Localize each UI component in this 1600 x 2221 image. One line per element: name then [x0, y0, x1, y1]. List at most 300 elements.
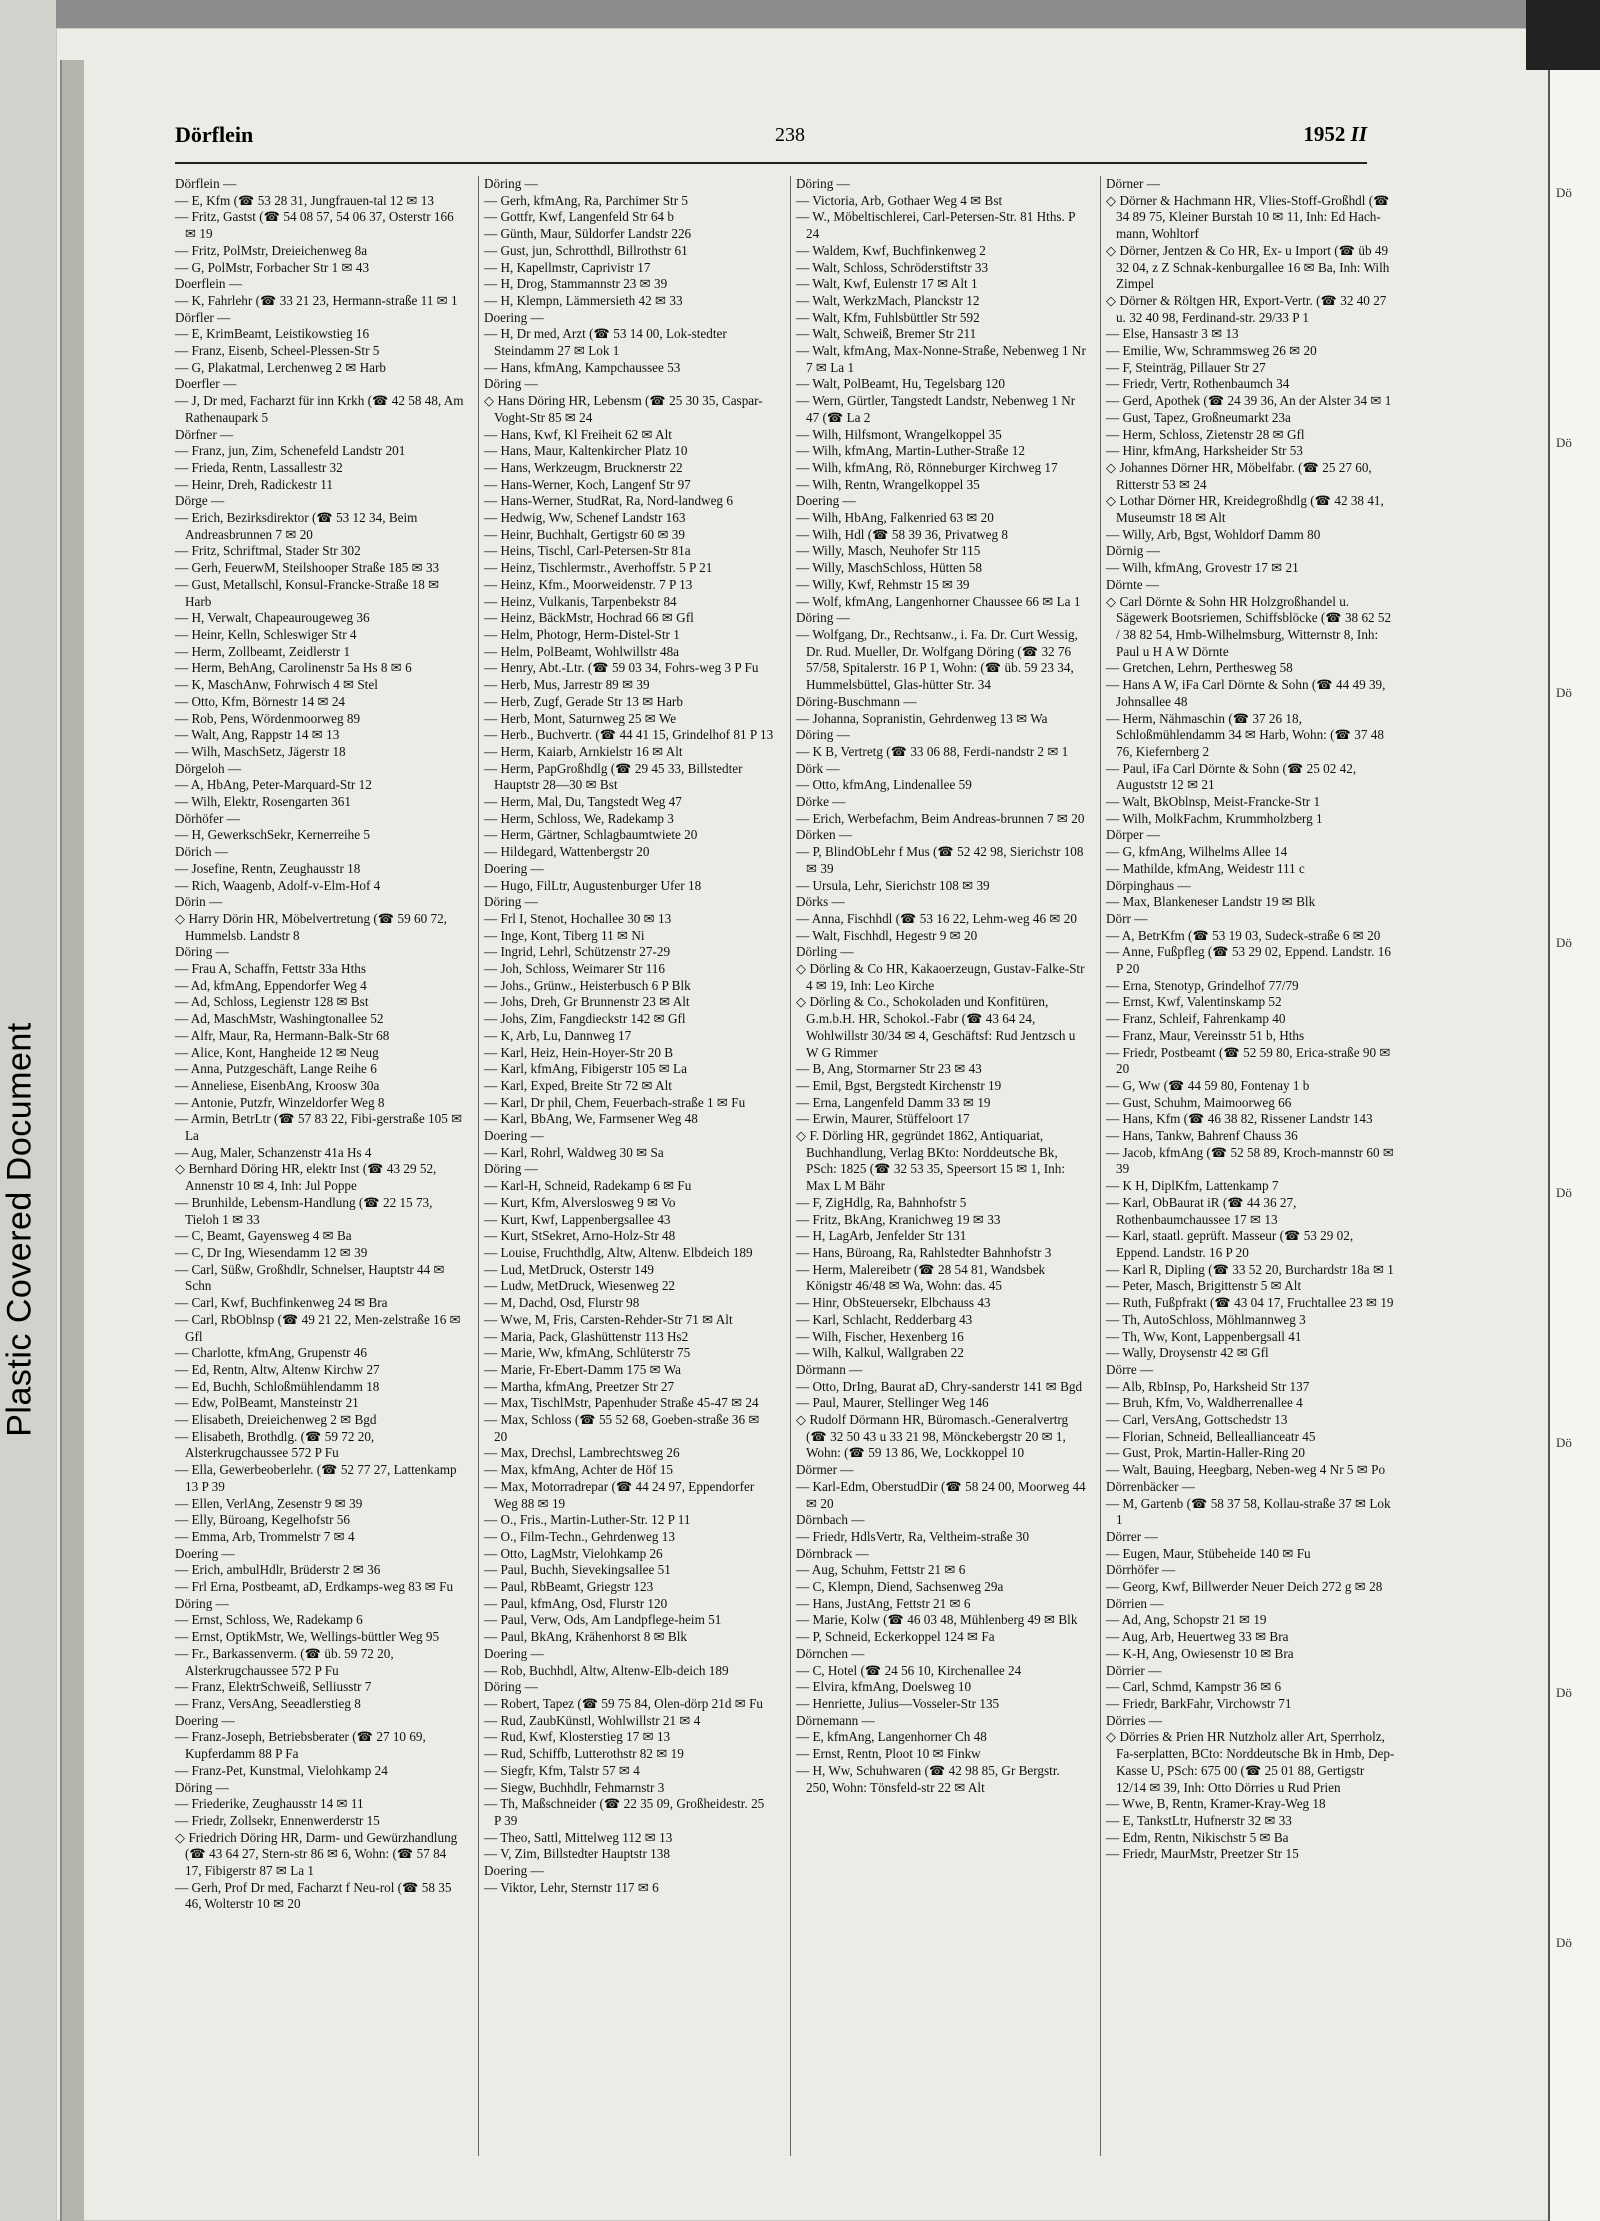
directory-entry: — Marie, Ww, kfmAng, Schlüterstr 75 — [484, 1345, 691, 1361]
directory-entry: — Herb., Buchvertr. (☎ 44 41 15, Grindelhof 81 P 13 — [484, 727, 774, 743]
surname-heading: Döring — — [796, 176, 850, 191]
page-header — [175, 122, 1367, 162]
surname-heading: Doering — — [484, 309, 544, 325]
directory-entry: — Hans, Maur, Kaltenkircher Platz 10 — [484, 443, 688, 459]
directory-entry: — Elisabeth, Brothdlg. (☎ 59 72 20, Alsterkrugchaussee 572 P Fu — [175, 1428, 375, 1461]
directory-entry: — G, Plakatmal, Lerchenweg 2 ✉ Harb — [175, 359, 386, 375]
directory-entry: — H, GewerkschSekr, Kernerreihe 5 — [175, 827, 371, 843]
directory-entry: — Max, Blankeneser Landstr 19 ✉ Blk — [1106, 894, 1316, 910]
directory-entry: — Gerh, kfmAng, Ra, Parchimer Str 5 — [484, 192, 689, 208]
directory-entry: — Karl, Schlacht, Redderbarg 43 — [796, 1311, 973, 1327]
directory-entry: — Karl, Heiz, Hein-Hoyer-Str 20 B — [484, 1044, 674, 1060]
surname-heading: Dörrer — — [1106, 1528, 1158, 1544]
directory-entry: — Frl I, Stenot, Hochallee 30 ✉ 13 — [484, 910, 672, 926]
directory-entry: — Brunhilde, Lebensm-Handlung (☎ 22 15 73, Tieloh 1 ✉ 33 — [175, 1194, 433, 1227]
directory-entry: — Th, Ww, Kont, Lappenbergsall 41 — [1106, 1328, 1302, 1344]
directory-entry: — Heinr, Buchhalt, Gertigstr 60 ✉ 39 — [484, 526, 685, 542]
directory-entry: — Gottfr, Kwf, Langenfeld Str 64 b — [484, 209, 674, 225]
directory-entry: — Erwin, Maurer, Stüffeloort 17 — [796, 1111, 970, 1127]
directory-entry: — Marie, Kolw (☎ 46 03 48, Mühlenberg 49 ✉ Blk — [796, 1612, 1078, 1628]
directory-entry: — Hans, Tankw, Bahrenf Chauss 36 — [1106, 1128, 1298, 1144]
directory-entry: — Wwe, B, Rentn, Kramer-Kray-Weg 18 — [1106, 1796, 1326, 1812]
directory-entry: — Heinr, Kelln, Schleswiger Str 4 — [175, 626, 357, 642]
directory-entry: — Alb, RbInsp, Po, Harksheid Str 137 — [1106, 1378, 1310, 1394]
surname-heading: Doering — — [484, 1645, 544, 1661]
directory-entry: — Aug, Schuhm, Fettstr 21 ✉ 6 — [796, 1562, 966, 1578]
directory-entry: — G, PolMstr, Forbacher Str 1 ✉ 43 — [175, 259, 370, 275]
directory-entry: — Erna, Langenfeld Damm 33 ✉ 19 — [796, 1094, 991, 1110]
directory-entry: — Frl Erna, Postbeamt, aD, Erdkamps-weg 83 ✉ Fu — [175, 1579, 454, 1595]
directory-entry: ◇ Bernhard Döring HR, elektr Inst (☎ 43 29 52, Annenstr 10 ✉ 4, Inh: Jul Poppe — [175, 1161, 437, 1194]
column-2 — [484, 176, 774, 1896]
surname-heading: Dörfler — — [175, 309, 231, 325]
directory-entry: — Kurt, Kwf, Lappenbergsallee 43 — [484, 1211, 671, 1227]
directory-entry: — Otto, Kfm, Börnestr 14 ✉ 24 — [175, 693, 346, 709]
directory-entry: — Ursula, Lehr, Sierichstr 108 ✉ 39 — [796, 877, 990, 893]
surname-heading: Dörries — — [1106, 1712, 1163, 1728]
surname-heading: Döring — — [484, 376, 538, 392]
surname-heading: Doering — — [175, 1712, 235, 1728]
directory-entry: — Rob, Buchhdl, Altw, Altenw-Elb-deich 189 — [484, 1662, 729, 1678]
directory-entry: — Ad, kfmAng, Eppendorfer Weg 4 — [175, 977, 367, 993]
directory-entry: — Wwe, M, Fris, Carsten-Rehder-Str 71 ✉ Alt — [484, 1311, 733, 1327]
directory-entry: — Hinr, kfmAng, Harksheider Str 53 — [1106, 443, 1303, 459]
directory-entry: — Wilh, Kalkul, Wallgraben 22 — [796, 1345, 964, 1361]
surname-heading: Döring — — [175, 944, 229, 960]
directory-entry: — Ellen, VerlAng, Zesenstr 9 ✉ 39 — [175, 1495, 363, 1511]
directory-entry: — Rich, Waagenb, Adolf-v-Elm-Hof 4 — [175, 877, 381, 893]
directory-entry: — Henry, Abt.-Ltr. (☎ 59 03 34, Fohrs-weg 3 P Fu — [484, 660, 759, 676]
directory-entry: — K H, DiplKfm, Lattenkamp 7 — [1106, 1178, 1279, 1194]
directory-entry: — Paul, Buchh, Sievekingsallee 51 — [484, 1562, 671, 1578]
directory-entry: — Wally, Droysenstr 42 ✉ Gfl — [1106, 1345, 1269, 1361]
directory-entry: — Fritz, Schriftmal, Stader Str 302 — [175, 543, 361, 559]
directory-entry: — Karl, BbAng, We, Farmsener Weg 48 — [484, 1111, 698, 1127]
directory-entry: — Herm, Mal, Du, Tangstedt Weg 47 — [484, 794, 682, 810]
directory-entry: — J, Dr med, Facharzt für inn Krkh (☎ 42 58 48, Am Rathenaupark 5 — [175, 393, 464, 425]
directory-entry: — Frieda, Rentn, Lassallestr 32 — [175, 459, 343, 475]
directory-entry: — Florian, Schneid, Belleallianceatr 45 — [1106, 1428, 1316, 1444]
directory-entry: — Georg, Kwf, Billwerder Neuer Deich 272 g ✉ 28 — [1106, 1579, 1383, 1595]
margin-fragment: Dö — [1556, 935, 1572, 950]
directory-entry: — Heinz, Vulkanis, Tarpenbekstr 84 — [484, 593, 677, 609]
directory-entry: — Heinz, Kfm., Moorweidenstr. 7 P 13 — [484, 576, 693, 592]
margin-fragment: Dö — [1556, 1435, 1572, 1450]
directory-entry: — Wilh, Elektr, Rosengarten 361 — [175, 794, 351, 810]
directory-entry: — Kurt, StSekret, Arno-Holz-Str 48 — [484, 1228, 676, 1244]
directory-entry: — Fritz, Gastst (☎ 54 08 57, 54 06 37, Osterstr 166 ✉ 19 — [175, 209, 454, 242]
margin-fragment: Dö — [1556, 185, 1572, 200]
surname-heading: Dörner — — [1106, 176, 1160, 191]
year-volume — [1303, 122, 1367, 147]
directory-entry: — A, HbAng, Peter-Marquard-Str 12 — [175, 777, 372, 793]
margin-fragment: Dö — [1556, 1935, 1572, 1950]
directory-entry: — O., Fris., Martin-Luther-Str. 12 P 11 — [484, 1512, 691, 1528]
surname-heading: Döring — — [484, 1161, 538, 1177]
surname-heading: Doering — — [484, 860, 544, 876]
directory-entry: — Paul, BkAng, Krähenhorst 8 ✉ Blk — [484, 1629, 687, 1645]
directory-entry: — Heinr, Dreh, Radickestr 11 — [175, 476, 333, 492]
directory-entry: ◇ Lothar Dörner HR, Kreidegroßhdlg (☎ 42 38 41, Museumstr 18 ✉ Alt — [1106, 493, 1384, 526]
directory-entry: — Gust, jun, Schrotthdl, Billrothstr 61 — [484, 242, 688, 258]
directory-entry: — Walt, Kwf, Eulenstr 17 ✉ Alt 1 — [796, 276, 978, 292]
directory-entry: — Gerh, FeuerwM, Steilshooper Straße 185 ✉ 33 — [175, 560, 440, 576]
directory-entry: — Friedr, Postbeamt (☎ 52 59 80, Erica-straße 90 ✉ 20 — [1106, 1044, 1391, 1077]
header-rule — [175, 162, 1367, 164]
directory-entry: — Herb, Zugf, Gerade Str 13 ✉ Harb — [484, 693, 683, 709]
margin-fragment: Dö — [1556, 685, 1572, 700]
directory-entry: — Wilh, MaschSetz, Jägerstr 18 — [175, 743, 346, 759]
directory-entry: — Inge, Kont, Tiberg 11 ✉ Ni — [484, 927, 645, 943]
directory-entry: — G, Ww (☎ 44 59 80, Fontenay 1 b — [1106, 1077, 1310, 1093]
directory-entry: — Emil, Bgst, Bergstedt Kirchenstr 19 — [796, 1077, 1002, 1093]
directory-entry: — Hildegard, Wattenbergstr 20 — [484, 844, 650, 860]
directory-entry: — Wilh, MolkFachm, Krummholzberg 1 — [1106, 810, 1323, 826]
directory-entry: — K, MaschAnw, Fohrwisch 4 ✉ Stel — [175, 677, 378, 693]
directory-entry: — Bruh, Kfm, Vo, Waldherrenallee 4 — [1106, 1395, 1303, 1411]
directory-entry: — Marie, Fr-Ebert-Damm 175 ✉ Wa — [484, 1361, 681, 1377]
directory-entry: — K-H, Ang, Owiesenstr 10 ✉ Bra — [1106, 1645, 1294, 1661]
directory-entry: — Waldem, Kwf, Buchfinkenweg 2 — [796, 242, 986, 258]
directory-entry: ◇ F. Dörling HR, gegründet 1862, Antiquariat, Buchhandlung, Verlag BKto: Norddeutsche Bk, PSch: 1825 (☎ 32 53 35, Speersort 15 ✉ 1, Inh: Max L M Bähr — [796, 1128, 1065, 1194]
directory-entry: — Josefine, Rentn, Zeughausstr 18 — [175, 860, 361, 876]
directory-entry: — Hans-Werner, Koch, Langenf Str 97 — [484, 476, 691, 492]
directory-entry: — Herm, Schloss, We, Radekamp 3 — [484, 810, 674, 826]
directory-entry: — Rob, Pens, Wördenmoorweg 89 — [175, 710, 361, 726]
directory-entry: — Otto, kfmAng, Lindenallee 59 — [796, 777, 972, 793]
directory-entry: — Karl-Edm, OberstudDir (☎ 58 24 00, Moorweg 44 ✉ 20 — [796, 1478, 1086, 1511]
directory-entry: — Willy, MaschSchloss, Hütten 58 — [796, 560, 982, 576]
surname-heading: Dörrier — — [1106, 1662, 1162, 1678]
directory-entry: — Hans, Kfm (☎ 46 38 82, Rissener Landstr 143 — [1106, 1111, 1373, 1127]
directory-entry: — Herm, Schloss, Zietenstr 28 ✉ Gfl — [1106, 426, 1305, 442]
directory-entry: — Gretchen, Lehrn, Perthesweg 58 — [1106, 660, 1293, 676]
directory-entry: — M, Gartenb (☎ 58 37 58, Kollau-straße 37 ✉ Lok 1 — [1106, 1495, 1391, 1528]
directory-entry: — Carl, Schmd, Kampstr 36 ✉ 6 — [1106, 1679, 1282, 1695]
directory-entry: — W., Möbeltischlerei, Carl-Petersen-Str. 81 Hths. P 24 — [796, 209, 1075, 242]
directory-entry: — Ella, Gewerbeoberlehr. (☎ 52 77 27, Lattenkamp 13 P 39 — [175, 1462, 457, 1494]
directory-entry: — K, Fahrlehr (☎ 33 21 23, Hermann-straße 11 ✉ 1 — [175, 292, 458, 308]
directory-entry: — Herm, Kaiarb, Arnkielstr 16 ✉ Alt — [484, 743, 683, 759]
surname-heading: Dörmann — — [796, 1361, 863, 1377]
directory-entry: — Elvira, kfmAng, Doelsweg 10 — [796, 1679, 972, 1695]
column-divider — [1100, 176, 1101, 2156]
surname-heading: Doering — — [175, 1545, 235, 1561]
directory-entry: — Hans, Kwf, Kl Freiheit 62 ✉ Alt — [484, 426, 672, 442]
directory-entry: — Hugo, FilLtr, Augustenburger Ufer 18 — [484, 877, 702, 893]
directory-entry: — Walt, WerkzMach, Planckstr 12 — [796, 292, 980, 308]
directory-entry: — Else, Hansastr 3 ✉ 13 — [1106, 326, 1239, 342]
surname-heading: Dörge — — [175, 493, 225, 509]
directory-entry: — Edm, Rentn, Nikischstr 5 ✉ Ba — [1106, 1829, 1289, 1845]
directory-entry: — Walt, PolBeamt, Hu, Tegelsbarg 120 — [796, 376, 1005, 392]
directory-entry: — Paul, RbBeamt, Griegstr 123 — [484, 1579, 654, 1595]
directory-entry: — Johs, Dreh, Gr Brunnenstr 23 ✉ Alt — [484, 994, 690, 1010]
directory-entry: — Walt, Ang, Rappstr 14 ✉ 13 — [175, 727, 340, 743]
directory-entry: — P, Schneid, Eckerkoppel 124 ✉ Fa — [796, 1629, 995, 1645]
directory-entry: — Lud, MetDruck, Osterstr 149 — [484, 1261, 654, 1277]
directory-entry: — H, Drog, Stammannstr 23 ✉ 39 — [484, 276, 668, 292]
directory-entry: — Herm, Nähmaschin (☎ 37 26 18, Schloßmühlendamm 34 ✉ Harb, Wohn: (☎ 37 48 76, Kiefernberg 2 — [1106, 710, 1384, 759]
directory-entry: — Karl, Rohrl, Waldweg 30 ✉ Sa — [484, 1144, 664, 1160]
directory-entry: — Elly, Büroang, Kegelhofstr 56 — [175, 1512, 350, 1528]
directory-entry: — Emilie, Ww, Schrammsweg 26 ✉ 20 — [1106, 343, 1317, 359]
directory-entry: — Herm, PapGroßhdlg (☎ 29 45 33, Billstedter Hauptstr 28—30 ✉ Bst — [484, 760, 743, 793]
directory-entry: — Wilh, kfmAng, Martin-Luther-Straße 12 — [796, 443, 1025, 459]
directory-entry: — H, Dr med, Arzt (☎ 53 14 00, Lok-stedter Steindamm 27 ✉ Lok 1 — [484, 326, 727, 359]
margin-fragment: Dö — [1556, 1685, 1572, 1700]
directory-entry: — Friedr, HdlsVertr, Ra, Veltheim-straße 30 — [796, 1528, 1030, 1544]
directory-entry: — Wern, Gürtler, Tangstedt Landstr, Nebenweg 1 Nr 47 (☎ La 2 — [796, 393, 1076, 425]
directory-entry: — Victoria, Arb, Gothaer Weg 4 ✉ Bst — [796, 192, 1003, 208]
directory-entry: ◇ Johannes Dörner HR, Möbelfabr. (☎ 25 27 60, Ritterstr 53 ✉ 24 — [1106, 459, 1372, 492]
directory-entry: — Johs, Zim, Fangdieckstr 142 ✉ Gfl — [484, 1011, 686, 1027]
directory-entry: — Franz-Joseph, Betriebsberater (☎ 27 10 69, Kupferdamm 88 P Fa — [175, 1729, 426, 1762]
directory-entry: — Friedr, Zollsekr, Ennenwerderstr 15 — [175, 1812, 380, 1828]
directory-entry: — Gust, Tapez, Großneumarkt 23a — [1106, 409, 1291, 425]
directory-entry: — Anne, Fußpfleg (☎ 53 29 02, Eppend. Landstr. 16 P 20 — [1106, 944, 1391, 977]
directory-entry: — Ad, MaschMstr, Washingtonallee 52 — [175, 1011, 384, 1027]
directory-entry: — Hans A W, iFa Carl Dörnte & Sohn (☎ 44 49 39, Johnsallee 48 — [1106, 677, 1386, 709]
directory-entry: — Gust, Schuhm, Maimoorweg 66 — [1106, 1094, 1292, 1110]
directory-entry: — Fritz, BkAng, Kranichweg 19 ✉ 33 — [796, 1211, 1001, 1227]
column-divider — [478, 176, 479, 2156]
directory-entry: — Franz, ElektrSchweiß, Selliusstr 7 — [175, 1679, 372, 1695]
directory-entry: — Hinr, ObSteuersekr, Elbchauss 43 — [796, 1295, 991, 1311]
directory-entry: — Carl, VersAng, Gottschedstr 13 — [1106, 1412, 1288, 1428]
directory-entry: — Ruth, Fußpfrakt (☎ 43 04 17, Fruchtallee 23 ✉ 19 — [1106, 1295, 1394, 1311]
surname-heading: Dörling — — [796, 944, 854, 960]
directory-entry: — Robert, Tapez (☎ 59 75 84, Olen-dörp 21d ✉ Fu — [484, 1695, 764, 1711]
directory-entry: — Hans, kfmAng, Kampchaussee 53 — [484, 359, 681, 375]
directory-entry: ◇ Carl Dörnte & Sohn HR Holzgroßhandel u. Sägewerk Bootsriemen, Schiffsblöcke (☎ 38 62 52 / 38 82 54, Hmb-Wilhelmsburg, Witternstr 8, Inh: Paul u H A W Dörnte — [1106, 593, 1392, 659]
directory-entry: — Walt, BkOblnsp, Meist-Francke-Str 1 — [1106, 794, 1321, 810]
directory-entry: — Rud, Kwf, Klosterstieg 17 ✉ 13 — [484, 1729, 671, 1745]
directory-entry: — Hedwig, Ww, Schenef Landstr 163 — [484, 510, 686, 526]
margin-fragment: Dö — [1556, 1185, 1572, 1200]
directory-entry: — Rud, Schiffb, Lutterothstr 82 ✉ 19 — [484, 1746, 684, 1762]
directory-entry: — Anna, Fischhdl (☎ 53 16 22, Lehm-weg 46 ✉ 20 — [796, 910, 1077, 926]
directory-entry: — G, kfmAng, Wilhelms Allee 14 — [1106, 844, 1288, 860]
directory-entry: ◇ Dörling & Co HR, Kakaoerzeugn, Gustav-Falke-Str 4 ✉ 19, Inh: Leo Kirche — [796, 961, 1085, 993]
directory-entry: — Paul, Verw, Ods, Am Landpflege-heim 51 — [484, 1612, 722, 1628]
directory-entry: — M, Dachd, Osd, Flurstr 98 — [484, 1295, 640, 1311]
column-3 — [796, 176, 1086, 1796]
directory-entry: — Rud, ZaubKünstl, Wohlwillstr 21 ✉ 4 — [484, 1712, 701, 1728]
directory-entry: — A, BetrKfm (☎ 53 19 03, Sudeck-straße 6 ✉ 20 — [1106, 927, 1381, 943]
directory-entry: — Herb, Mont, Saturnweg 25 ✉ We — [484, 710, 677, 726]
column-1 — [175, 176, 465, 1913]
directory-entry: — Helm, Photogr, Herm-Distel-Str 1 — [484, 626, 680, 642]
directory-entry: — Wilh, Hdl (☎ 58 39 36, Privatweg 8 — [796, 526, 1008, 542]
directory-entry: — Wilh, Fischer, Hexenberg 16 — [796, 1328, 964, 1344]
directory-entry: — Erna, Stenotyp, Grindelhof 77/79 — [1106, 977, 1299, 993]
directory-entry: — Johanna, Sopranistin, Gehrdenweg 13 ✉ Wa — [796, 710, 1048, 726]
directory-entry: — Franz-Pet, Kunstmal, Vielohkamp 24 — [175, 1762, 388, 1778]
directory-entry: — Ed, Buchh, Schloßmühlendamm 18 — [175, 1378, 380, 1394]
surname-heading: Döring-Buschmann — — [796, 693, 917, 709]
directory-entry: — Siegw, Buchhdlr, Fehmarnstr 3 — [484, 1779, 665, 1795]
directory-entry: — Erich, Bezirksdirektor (☎ 53 12 34, Beim Andreasbrunnen 7 ✉ 20 — [175, 510, 418, 542]
directory-entry: — Charlotte, kfmAng, Grupenstr 46 — [175, 1345, 367, 1361]
directory-entry: ◇ Rudolf Dörmann HR, Büromasch.-Generalvertrg (☎ 32 50 43 u 33 21 98, Mönckebergstr 20 ✉ 1, Wohn: (☎ 59 13 86, We, Lockkoppel 10 — [796, 1412, 1069, 1461]
directory-entry: — Heinz, Tischlermstr., Averhoffstr. 5 P 21 — [484, 560, 713, 576]
side-label: Plastic Covered Document — [0, 1022, 39, 1437]
surname-heading: Dörken — — [796, 827, 853, 843]
directory-entry: — Martha, kfmAng, Preetzer Str 27 — [484, 1378, 675, 1394]
directory-entry: — F, Steinträg, Pillauer Str 27 — [1106, 359, 1266, 375]
directory-entry: — Elisabeth, Dreieichenweg 2 ✉ Bgd — [175, 1412, 377, 1428]
surname-heading: Döring — — [484, 1679, 538, 1695]
surname-heading: Dörre — — [1106, 1361, 1154, 1377]
directory-entry: — Friedr, BarkFahr, Virchowstr 71 — [1106, 1695, 1292, 1711]
directory-entry: — H, Kapellmstr, Caprivistr 17 — [484, 259, 651, 275]
directory-entry: — Anna, Putzgeschäft, Lange Reihe 6 — [175, 1061, 377, 1077]
directory-entry: — Paul, kfmAng, Osd, Flurstr 120 — [484, 1595, 668, 1611]
surname-heading: Dörks — — [796, 894, 845, 910]
directory-entry: — C, Hotel (☎ 24 56 10, Kirchenallee 24 — [796, 1662, 1022, 1678]
directory-entry: — Erich, Werbefachm, Beim Andreas-brunnen 7 ✉ 20 — [796, 810, 1085, 826]
surname-heading: Dörfner — — [175, 426, 234, 442]
surname-heading: Dörr — — [1106, 910, 1148, 926]
directory-entry: — Heinz, BäckMstr, Hochrad 66 ✉ Gfl — [484, 610, 694, 626]
surname-heading: Dörrenbäcker — — [1106, 1478, 1195, 1494]
directory-entry: — Max, Motorradrepar (☎ 44 24 97, Eppendorfer Weg 88 ✉ 19 — [484, 1478, 755, 1511]
directory-entry: ◇ Dörries & Prien HR Nutzholz aller Art, Sperrholz, Fa-serplatten, BCto: Norddeutsche Bk in Hmb, Dep-Kasse U, PSch: 675 00 (☎ 25 01 88, Gertigstr 12/14 ✉ 39, Inh: Otto Dörries u Rud Prien — [1106, 1729, 1395, 1795]
directory-entry: — Herm, Gärtner, Schlagbaumtwiete 20 — [484, 827, 698, 843]
directory-entry: — Carl, Kwf, Buchfinkenweg 24 ✉ Bra — [175, 1295, 388, 1311]
directory-entry: — Herm, Malereibetr (☎ 28 54 81, Wandsbek Königstr 46/48 ✉ Wa, Wohn: das. 45 — [796, 1261, 1046, 1294]
directory-entry: — Franz, Eisenb, Scheel-Plessen-Str 5 — [175, 343, 380, 359]
surname-heading: Döring — — [175, 1595, 229, 1611]
directory-entry: — E, kfmAng, Langenhorner Ch 48 — [796, 1729, 987, 1745]
directory-entry: — C, Dr Ing, Wiesendamm 12 ✉ 39 — [175, 1245, 368, 1260]
directory-entry: — Franz, Maur, Vereinsstr 51 b, Hths — [1106, 1027, 1305, 1043]
directory-entry: — Ad, Schloss, Legienstr 128 ✉ Bst — [175, 994, 369, 1010]
directory-entry: — Wolf, kfmAng, Langenhorner Chaussee 66 ✉ La 1 — [796, 593, 1081, 609]
directory-entry: — O., Film-Techn., Gehrdenweg 13 — [484, 1528, 675, 1544]
directory-entry: — Wolfgang, Dr., Rechtsanw., i. Fa. Dr. Curt Wessig, Dr. Rud. Mueller, Dr. Wolfgang Döring (☎ 32 76 57/58, Spitalerstr. 16 P 1, Wohn: (☎ üb. 59 23 34, Hummelsbüttel, Glas-hütter Str. 34 — [796, 626, 1078, 693]
directory-entry: ◇ Friedrich Döring HR, Darm- und Gewürzhandlung (☎ 43 64 27, Stern-str 86 ✉ 6, Wohn: (☎ 57 84 17, Fibigerstr 87 ✉ La 1 — [175, 1829, 458, 1879]
directory-entry: — Heins, Tischl, Carl-Petersen-Str 81a — [484, 543, 691, 559]
surname-heading: Dörnig — — [1106, 543, 1160, 559]
directory-entry: — Herm, Zollbeamt, Zeidlerstr 1 — [175, 643, 351, 659]
directory-entry: — Carl, Süßw, Großhdlr, Schnelser, Hauptstr 44 ✉ Schn — [175, 1261, 445, 1294]
directory-entry: — Paul, Maurer, Stellinger Weg 146 — [796, 1395, 989, 1411]
directory-entry: — Emma, Arb, Trommelstr 7 ✉ 4 — [175, 1528, 355, 1544]
directory-entry: — Siegfr, Kfm, Talstr 57 ✉ 4 — [484, 1762, 640, 1778]
directory-entry: — Max, kfmAng, Achter de Höf 15 — [484, 1462, 673, 1478]
surname-heading: Dörmer — — [796, 1462, 854, 1478]
directory-entry: — Gerh, Prof Dr med, Facharzt f Neu-rol (☎ 58 35 46, Wolterstr 10 ✉ 20 — [175, 1879, 452, 1912]
directory-entry: — V, Zim, Billstedter Hauptstr 138 — [484, 1846, 670, 1862]
surname-heading: Dörk — — [796, 760, 840, 776]
directory-entry: — Friedr, MaurMstr, Preetzer Str 15 — [1106, 1846, 1299, 1862]
directory-entry: ◇ Hans Döring HR, Lebensm (☎ 25 30 35, Caspar-Voght-Str 85 ✉ 24 — [484, 393, 763, 425]
directory-entry: — Gerd, Apothek (☎ 24 39 36, An der Alster 34 ✉ 1 — [1106, 393, 1392, 409]
directory-entry: ◇ Dörner & Hachmann HR, Vlies-Stoff-Großhdl (☎ 34 89 75, Kleiner Burstah 10 ✉ 11, Inh: Ed Hach-mann, Wohltorf — [1106, 192, 1390, 242]
surname-heading: Dörnbach — — [796, 1512, 865, 1528]
column-4 — [1106, 176, 1396, 1863]
directory-entry: — E, Kfm (☎ 53 28 31, Jungfrauen-tal 12 ✉ 13 — [175, 192, 434, 208]
directory-entry: — Karl, Exped, Breite Str 72 ✉ Alt — [484, 1077, 672, 1093]
directory-entry: — H, Verwalt, Chapeaurougeweg 36 — [175, 610, 370, 626]
directory-entry: — Kurt, Kfm, Alverslosweg 9 ✉ Vo — [484, 1194, 676, 1210]
surname-heading: Dörin — — [175, 894, 223, 910]
directory-entry: — Fr., Barkassenverm. (☎ üb. 59 72 20, Alsterkrugchaussee 572 P Fu — [175, 1645, 394, 1678]
surname-heading: Doerfler — — [175, 376, 237, 392]
surname-heading: Döring — — [484, 894, 538, 910]
directory-entry: — Ludw, MetDruck, Wiesenweg 22 — [484, 1278, 676, 1294]
directory-entry: — F, ZigHdlg, Ra, Bahnhofstr 5 — [796, 1194, 967, 1210]
directory-entry: — Johs., Grünw., Heisterbusch 6 P Blk — [484, 977, 691, 993]
directory-entry: — Otto, LagMstr, Vielohkamp 26 — [484, 1545, 663, 1561]
directory-entry: — Eugen, Maur, Stübeheide 140 ✉ Fu — [1106, 1545, 1311, 1561]
page-binding-edge — [60, 60, 84, 2221]
directory-entry: — Alfr, Maur, Ra, Hermann-Balk-Str 68 — [175, 1027, 390, 1043]
directory-entry: — Franz, jun, Zim, Schenefeld Landstr 201 — [175, 443, 406, 459]
directory-entry: ◇ Harry Dörin HR, Möbelvertretung (☎ 59 60 72, Hummelsb. Landstr 8 — [175, 910, 447, 943]
surname-heading: Döring — — [484, 176, 538, 191]
margin-fragment: Dö — [1556, 435, 1572, 450]
directory-entry: — C, Klempn, Diend, Sachsenweg 29a — [796, 1579, 1004, 1595]
directory-entry: — Karl, kfmAng, Fibigerstr 105 ✉ La — [484, 1061, 687, 1077]
directory-entry: — Walt, Fischhdl, Hegestr 9 ✉ 20 — [796, 927, 978, 943]
surname-heading: Dörpinghaus — — [1106, 877, 1191, 893]
directory-entry: — K B, Vertretg (☎ 33 06 88, Ferdi-nandstr 2 ✉ 1 — [796, 743, 1069, 759]
directory-entry: — Karl, Dr phil, Chem, Feuerbach-straße 1 ✉ Fu — [484, 1094, 746, 1110]
surname-heading: Dörper — — [1106, 827, 1160, 843]
directory-entry: — Günth, Maur, Süldorfer Landstr 226 — [484, 226, 692, 242]
directory-entry: — Ad, Ang, Schopstr 21 ✉ 19 — [1106, 1612, 1267, 1628]
directory-entry: — Herb, Mus, Jarrestr 89 ✉ 39 — [484, 677, 650, 693]
directory-entry: — Hans, Werkzeugm, Brucknerstr 22 — [484, 459, 683, 475]
directory-entry: — Friedr, Vertr, Rothenbaumch 34 — [1106, 376, 1290, 392]
directory-entry: — Peter, Masch, Brigittenstr 5 ✉ Alt — [1106, 1278, 1302, 1294]
directory-entry: — Max, Schloss (☎ 55 52 68, Goeben-straße 36 ✉ 20 — [484, 1412, 760, 1444]
scan-dark-corner — [1526, 0, 1600, 70]
surname-heading: Doering — — [484, 1128, 544, 1144]
directory-entry: — Ernst, Kwf, Valentinskamp 52 — [1106, 994, 1282, 1010]
surname-heading: Dörnte — — [1106, 576, 1160, 592]
year: 1952 — [1303, 122, 1346, 146]
surname-heading: Dörhöfer — — [175, 810, 240, 826]
directory-entry: — Mathilde, kfmAng, Weidestr 111 c — [1106, 860, 1305, 876]
surname-heading: Döring — — [796, 610, 850, 626]
directory-entry: — Walt, Bauing, Heegbarg, Neben-weg 4 Nr 5 ✉ Po — [1106, 1462, 1386, 1478]
directory-entry: ◇ Dörner & Röltgen HR, Export-Vertr. (☎ 32 40 27 u. 32 40 98, Ferdinand-str. 29/33 P 1 — [1106, 292, 1387, 325]
directory-entry: — Otto, DrIng, Baurat aD, Chry-sanderstr 141 ✉ Bgd — [796, 1378, 1083, 1394]
directory-entry: — Max, Drechsl, Lambrechtsweg 26 — [484, 1445, 680, 1461]
directory-entry: — Ed, Rentn, Altw, Altenw Kirchw 27 — [175, 1361, 380, 1377]
directory-entry: — Karl, ObBaurat iR (☎ 44 36 27, Rothenbaumchaussee 17 ✉ 13 — [1106, 1194, 1297, 1227]
directory-entry: — Antonie, Putzfr, Winzeldorfer Weg 8 — [175, 1094, 385, 1110]
next-page-edge — [1548, 70, 1600, 2221]
directory-entry: — E, TankstLtr, Hufnerstr 32 ✉ 33 — [1106, 1812, 1292, 1828]
directory-entry: — Fritz, PolMstr, Dreieichenweg 8a — [175, 242, 368, 258]
directory-entry: — P, BlindObLehr f Mus (☎ 52 42 98, Sierichstr 108 ✉ 39 — [796, 844, 1084, 876]
directory-entry: — Henriette, Julius—Vosseler-Str 135 — [796, 1695, 1000, 1711]
directory-entry: — Wilh, kfmAng, Grovestr 17 ✉ 21 — [1106, 560, 1299, 576]
directory-entry: — Erich, ambulHdlr, Brüderstr 2 ✉ 36 — [175, 1562, 381, 1578]
directory-entry: — Max, TischlMstr, Papenhuder Straße 45-47 ✉ 24 — [484, 1395, 759, 1411]
surname-heading: Doering — — [796, 493, 856, 509]
directory-entry: — Gust, Prok, Martin-Haller-Ring 20 — [1106, 1445, 1305, 1461]
directory-entry: — Willy, Arb, Bgst, Wohldorf Damm 80 — [1106, 526, 1321, 542]
directory-entry: — Ernst, OptikMstr, We, Wellings-büttler Weg 95 — [175, 1629, 440, 1645]
directory-entry: — Hans-Werner, StudRat, Ra, Nord-landweg 6 — [484, 493, 733, 509]
directory-entry: — Jacob, kfmAng (☎ 52 58 89, Kroch-mannstr 60 ✉ 39 — [1106, 1144, 1394, 1177]
